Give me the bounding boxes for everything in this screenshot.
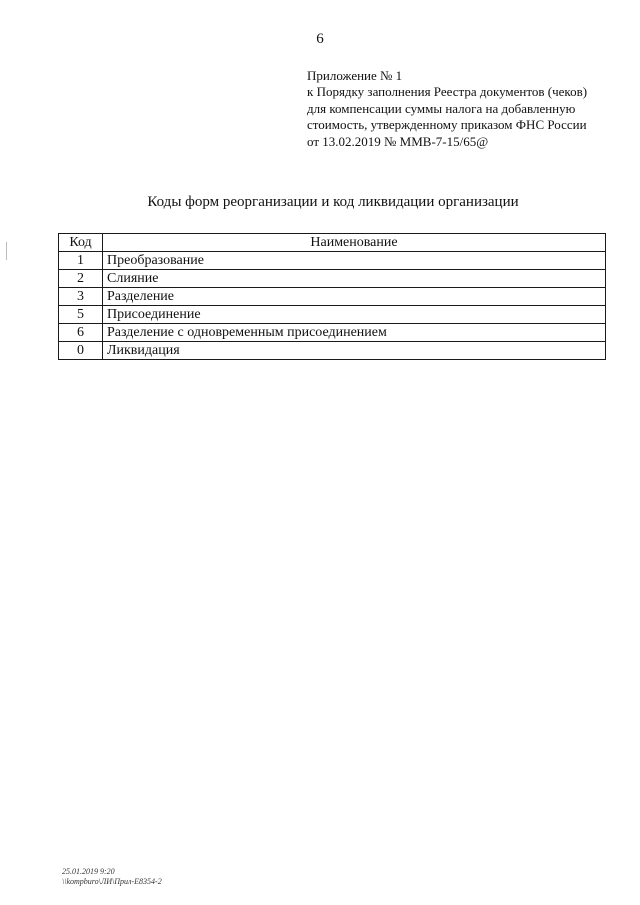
appendix-line: Приложение № 1 [307, 68, 403, 83]
document-title: Коды форм реорганизации и код ликвидации организации [147, 194, 519, 210]
name-cell: Ликвидация [103, 342, 606, 360]
footer-date: 25.01.2019 9:20 [62, 867, 115, 876]
column-header-name: Наименование [103, 234, 606, 252]
footer-file-path: \\kompburo\ЛИ\Прил-Е8354-2 [62, 877, 162, 886]
table-row [59, 306, 606, 324]
table-row [59, 324, 606, 342]
name-cell: Слияние [103, 270, 606, 288]
table-row [59, 342, 606, 360]
table-row [59, 252, 606, 270]
name-cell: Разделение с одновременным присоединением [103, 324, 606, 342]
appendix-line: для компенсации суммы налога на добавленную [307, 100, 576, 116]
table-header-row [59, 234, 606, 252]
name-cell: Преобразование [103, 252, 606, 270]
table-row [59, 270, 606, 288]
name-cell: Присоединение [103, 306, 606, 324]
code-cell: 1 [59, 252, 103, 270]
code-cell: 2 [59, 270, 103, 288]
appendix-heading [307, 68, 587, 150]
code-cell: 0 [59, 342, 103, 360]
appendix-line: стоимость, утвержденному приказом ФНС России [307, 117, 587, 133]
print-footer [62, 867, 162, 887]
code-cell: 6 [59, 324, 103, 342]
codes-table [58, 233, 606, 360]
appendix-line: от 13.02.2019 № ММВ-7-15/65@ [307, 133, 489, 149]
page-number: 6 [316, 31, 324, 47]
appendix-line: к Порядку заполнения Реестра документов (чеков) [307, 84, 588, 100]
column-header-code: Код [59, 234, 103, 252]
name-cell: Разделение [103, 288, 606, 306]
code-cell: 5 [59, 306, 103, 324]
table-row [59, 288, 606, 306]
code-cell: 3 [59, 288, 103, 306]
scan-artifact [6, 242, 7, 260]
